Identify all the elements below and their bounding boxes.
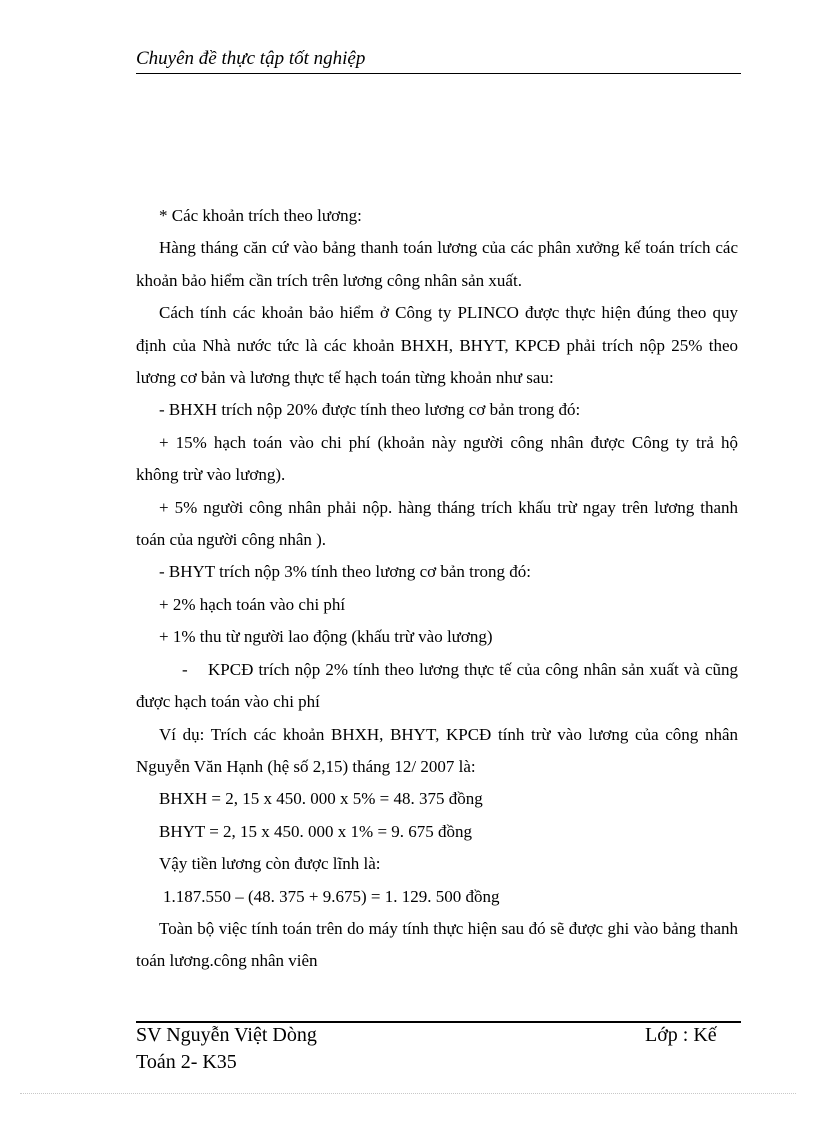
document-body [136,200,738,978]
bhxh-item-worker: + 5% người công nhân phải nộp. hàng tháng trích khấu trừ ngay trên lương thanh toán của người công nhân ). [136,497,738,550]
example-paragraph: Ví dụ: Trích các khoản BHXH, BHYT, KPCĐ tính trừ vào lương của công nhân Nguyễn Văn Hạnh (hệ số 2,15) tháng 12/ 2007 là: [136,724,738,776]
kpcd-paragraph [136,654,738,719]
footer-class-continuation: Toán 2- K35 [136,1051,237,1073]
calc-bhxh: BHXH = 2, 15 x 450. 000 x 5% = 48. 375 đồng [159,789,483,809]
footer-divider [136,1021,741,1023]
paragraph-payroll-basis: Hàng tháng căn cứ vào bảng thanh toán lương của các phân xưởng kế toán trích các khoản bảo hiểm cần trích trên lương công nhân sản xuất. [136,238,738,290]
closing-paragraph: Toàn bộ việc tính toán trên do máy tính thực hiện sau đó sẽ được ghi vào bảng thanh toán lương.công nhân viên [136,918,738,971]
kpcd-bullet-dash: - [182,659,188,679]
calc-bhyt: BHYT = 2, 15 x 450. 000 x 1% = 9. 675 đồng [159,821,473,841]
header-divider [136,73,741,74]
footer-student-name: SV Nguyễn Việt Dòng [136,1024,317,1046]
page-bottom-edge [20,1093,796,1094]
remaining-calc: 1.187.550 – (48. 375 + 9.675) = 1. 129. 500 đồng [163,886,500,906]
paragraph-insurance-calculation: Cách tính các khoản bảo hiểm ở Công ty PLINCO được thực hiện đúng theo quy định của Nhà nước tức là các khoản BHXH, BHYT, KPCĐ phải trích nộp 25% theo lương cơ bản và lương thực tế hạch toán từng khoản như sau: [136,303,738,388]
bhyt-line: - BHYT trích nộp 3% tính theo lương cơ bản trong đó: [159,562,532,582]
bhxh-item-expense: + 15% hạch toán vào chi phí (khoản này người công nhân được Công ty trả hộ không trừ vào lương). [136,432,738,485]
remaining-label: Vậy tiền lương còn được lĩnh là: [159,854,381,874]
bhxh-line: - BHXH trích nộp 20% được tính theo lương cơ bản trong đó: [159,400,581,420]
document-header-title: Chuyên đề thực tập tốt nghiệp [136,48,366,69]
kpcd-line: KPCĐ trích nộp 2% tính theo lương thực tế của công nhân sản xuất và cũng được hạch toán vào chi phí [136,659,738,712]
bhyt-item-expense: + 2% hạch toán vào chi phí [159,594,346,614]
section-heading: * Các khoản trích theo lương: [159,206,362,225]
footer-class-label: Lớp : Kế [645,1024,717,1046]
bhyt-item-worker: + 1% thu từ người lao động (khấu trừ vào lương) [159,627,493,647]
